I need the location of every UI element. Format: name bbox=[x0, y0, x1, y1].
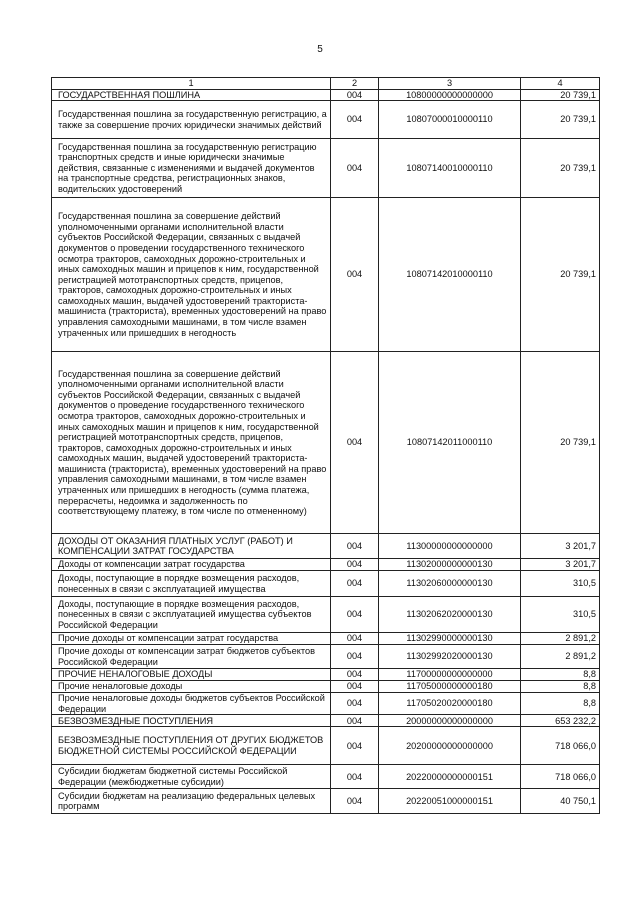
amount-cell: 310,5 bbox=[521, 571, 600, 597]
admin-code-cell: 004 bbox=[331, 645, 379, 669]
admin-code-cell: 004 bbox=[331, 669, 379, 681]
budget-code-cell: 10807140010000110 bbox=[379, 139, 521, 198]
budget-code-cell: 10807142010000110 bbox=[379, 198, 521, 352]
budget-code-cell: 11302992020000130 bbox=[379, 645, 521, 669]
page-number: 5 bbox=[317, 44, 323, 55]
admin-code-cell: 004 bbox=[331, 715, 379, 727]
budget-code-cell: 11705000000000180 bbox=[379, 681, 521, 693]
name-cell: Государственная пошлина за совершение действий уполномоченными органами исполнительной власти субъектов Российской Федерации, связанных с выдачей документов о проведении государственного технического осмотра тракторов, самоходных дорожно-строительных и иных самоходных машин и прицепов к ним, государственной регистрацией мототранспортных средств, прицепов, тракторов, самоходных дорожно-строительных и иных самоходных машин, выдачей удостоверений тракториста-машиниста (тракториста), временных удостоверений на право управления самоходными машинами, в том числе взамен утраченных или пришедших в негодность bbox=[52, 198, 331, 352]
table-row bbox=[52, 571, 600, 597]
table-row bbox=[52, 693, 600, 715]
admin-code-cell: 004 bbox=[331, 571, 379, 597]
header-col-2: 2 bbox=[331, 78, 379, 90]
amount-cell: 718 066,0 bbox=[521, 727, 600, 765]
budget-code-cell: 11705020020000180 bbox=[379, 693, 521, 715]
table-row bbox=[52, 559, 600, 571]
table-header-row bbox=[52, 78, 600, 90]
table-row bbox=[52, 101, 600, 139]
name-cell: Государственная пошлина за совершение действий уполномоченными органами исполнительной власти субъектов Российской Федерации, связанных с выдачей документов о проведение государственного технического осмотра тракторов, самоходных дорожно-строительных и иных самоходных машин и прицепов к ним, государственной регистрацией мототранспортных средств, прицепов, тракторов, самоходных дорожно-строительных и иных самоходных машин, выдачей удостоверений тракториста-машиниста (тракториста), временных удостоверений на право управления самоходными машинами, в том числе взамен утраченных или пришедших в негодность (сумма платежа, перерасчеты, недоимка и задолженность по соответствующему платежу, в том числе по отмененному) bbox=[52, 352, 331, 534]
budget-code-cell: 11302000000000130 bbox=[379, 559, 521, 571]
table-row bbox=[52, 715, 600, 727]
amount-cell: 8,8 bbox=[521, 681, 600, 693]
name-cell: БЕЗВОЗМЕЗДНЫЕ ПОСТУПЛЕНИЯ ОТ ДРУГИХ БЮДЖЕТОВ БЮДЖЕТНОЙ СИСТЕМЫ РОССИЙСКОЙ ФЕДЕРАЦИИ bbox=[52, 727, 331, 765]
amount-cell: 2 891,2 bbox=[521, 633, 600, 645]
name-cell: Государственная пошлина за государственную регистрацию транспортных средств и иные юридически значимые действия, связанные с изменениями и выдачей документов на транспортные средства, регистрационных знаков, водительских удостоверений bbox=[52, 139, 331, 198]
budget-code-cell: 11302060000000130 bbox=[379, 571, 521, 597]
table-row bbox=[52, 765, 600, 789]
amount-cell: 40 750,1 bbox=[521, 789, 600, 814]
amount-cell: 310,5 bbox=[521, 597, 600, 633]
budget-code-cell: 20220000000000151 bbox=[379, 765, 521, 789]
budget-code-cell: 11302990000000130 bbox=[379, 633, 521, 645]
table-row bbox=[52, 681, 600, 693]
admin-code-cell: 004 bbox=[331, 597, 379, 633]
name-cell: Прочие неналоговые доходы bbox=[52, 681, 331, 693]
admin-code-cell: 004 bbox=[331, 89, 379, 101]
amount-cell: 20 739,1 bbox=[521, 89, 600, 101]
admin-code-cell: 004 bbox=[331, 101, 379, 139]
table-row bbox=[52, 645, 600, 669]
amount-cell: 2 891,2 bbox=[521, 645, 600, 669]
admin-code-cell: 004 bbox=[331, 198, 379, 352]
table-row bbox=[52, 669, 600, 681]
budget-code-cell: 20000000000000000 bbox=[379, 715, 521, 727]
name-cell: Доходы, поступающие в порядке возмещения расходов, понесенных в связи с эксплуатацией имущества bbox=[52, 571, 331, 597]
name-cell: Государственная пошлина за государственную регистрацию, а также за совершение прочих юридически значимых действий bbox=[52, 101, 331, 139]
budget-code-cell: 11300000000000000 bbox=[379, 534, 521, 559]
name-cell: Прочие неналоговые доходы бюджетов субъектов Российской Федерации bbox=[52, 693, 331, 715]
name-cell: Субсидии бюджетам бюджетной системы Российской Федерации (межбюджетные субсидии) bbox=[52, 765, 331, 789]
header-col-1: 1 bbox=[52, 78, 331, 90]
name-cell: Прочие доходы от компенсации затрат бюджетов субъектов Российской Федерации bbox=[52, 645, 331, 669]
name-cell: Доходы, поступающие в порядке возмещения расходов, понесенных в связи с эксплуатацией имущества субъектов Российской Федерации bbox=[52, 597, 331, 633]
amount-cell: 20 739,1 bbox=[521, 139, 600, 198]
amount-cell: 20 739,1 bbox=[521, 101, 600, 139]
amount-cell: 653 232,2 bbox=[521, 715, 600, 727]
budget-code-cell: 10800000000000000 bbox=[379, 89, 521, 101]
table-row bbox=[52, 198, 600, 352]
table-row bbox=[52, 789, 600, 814]
name-cell: ДОХОДЫ ОТ ОКАЗАНИЯ ПЛАТНЫХ УСЛУГ (РАБОТ) И КОМПЕНСАЦИИ ЗАТРАТ ГОСУДАРСТВА bbox=[52, 534, 331, 559]
table-row bbox=[52, 139, 600, 198]
admin-code-cell: 004 bbox=[331, 693, 379, 715]
amount-cell: 8,8 bbox=[521, 693, 600, 715]
admin-code-cell: 004 bbox=[331, 559, 379, 571]
header-col-4: 4 bbox=[521, 78, 600, 90]
admin-code-cell: 004 bbox=[331, 139, 379, 198]
budget-code-cell: 11302062020000130 bbox=[379, 597, 521, 633]
admin-code-cell: 004 bbox=[331, 681, 379, 693]
revenue-table bbox=[51, 77, 600, 814]
budget-code-cell: 20220051000000151 bbox=[379, 789, 521, 814]
amount-cell: 20 739,1 bbox=[521, 198, 600, 352]
amount-cell: 20 739,1 bbox=[521, 352, 600, 534]
name-cell: Доходы от компенсации затрат государства bbox=[52, 559, 331, 571]
table-row bbox=[52, 727, 600, 765]
name-cell: Прочие доходы от компенсации затрат государства bbox=[52, 633, 331, 645]
amount-cell: 718 066,0 bbox=[521, 765, 600, 789]
budget-code-cell: 11700000000000000 bbox=[379, 669, 521, 681]
admin-code-cell: 004 bbox=[331, 789, 379, 814]
name-cell: Субсидии бюджетам на реализацию федеральных целевых программ bbox=[52, 789, 331, 814]
amount-cell: 8,8 bbox=[521, 669, 600, 681]
name-cell: ПРОЧИЕ НЕНАЛОГОВЫЕ ДОХОДЫ bbox=[52, 669, 331, 681]
header-col-3: 3 bbox=[379, 78, 521, 90]
name-cell: ГОСУДАРСТВЕННАЯ ПОШЛИНА bbox=[52, 89, 331, 101]
admin-code-cell: 004 bbox=[331, 727, 379, 765]
name-cell: БЕЗВОЗМЕЗДНЫЕ ПОСТУПЛЕНИЯ bbox=[52, 715, 331, 727]
budget-code-cell: 20200000000000000 bbox=[379, 727, 521, 765]
table-row bbox=[52, 352, 600, 534]
table-row bbox=[52, 597, 600, 633]
budget-code-cell: 10807000010000110 bbox=[379, 101, 521, 139]
table-row bbox=[52, 633, 600, 645]
amount-cell: 3 201,7 bbox=[521, 534, 600, 559]
admin-code-cell: 004 bbox=[331, 352, 379, 534]
table-row bbox=[52, 89, 600, 101]
admin-code-cell: 004 bbox=[331, 534, 379, 559]
table-row bbox=[52, 534, 600, 559]
amount-cell: 3 201,7 bbox=[521, 559, 600, 571]
admin-code-cell: 004 bbox=[331, 765, 379, 789]
admin-code-cell: 004 bbox=[331, 633, 379, 645]
budget-code-cell: 10807142011000110 bbox=[379, 352, 521, 534]
